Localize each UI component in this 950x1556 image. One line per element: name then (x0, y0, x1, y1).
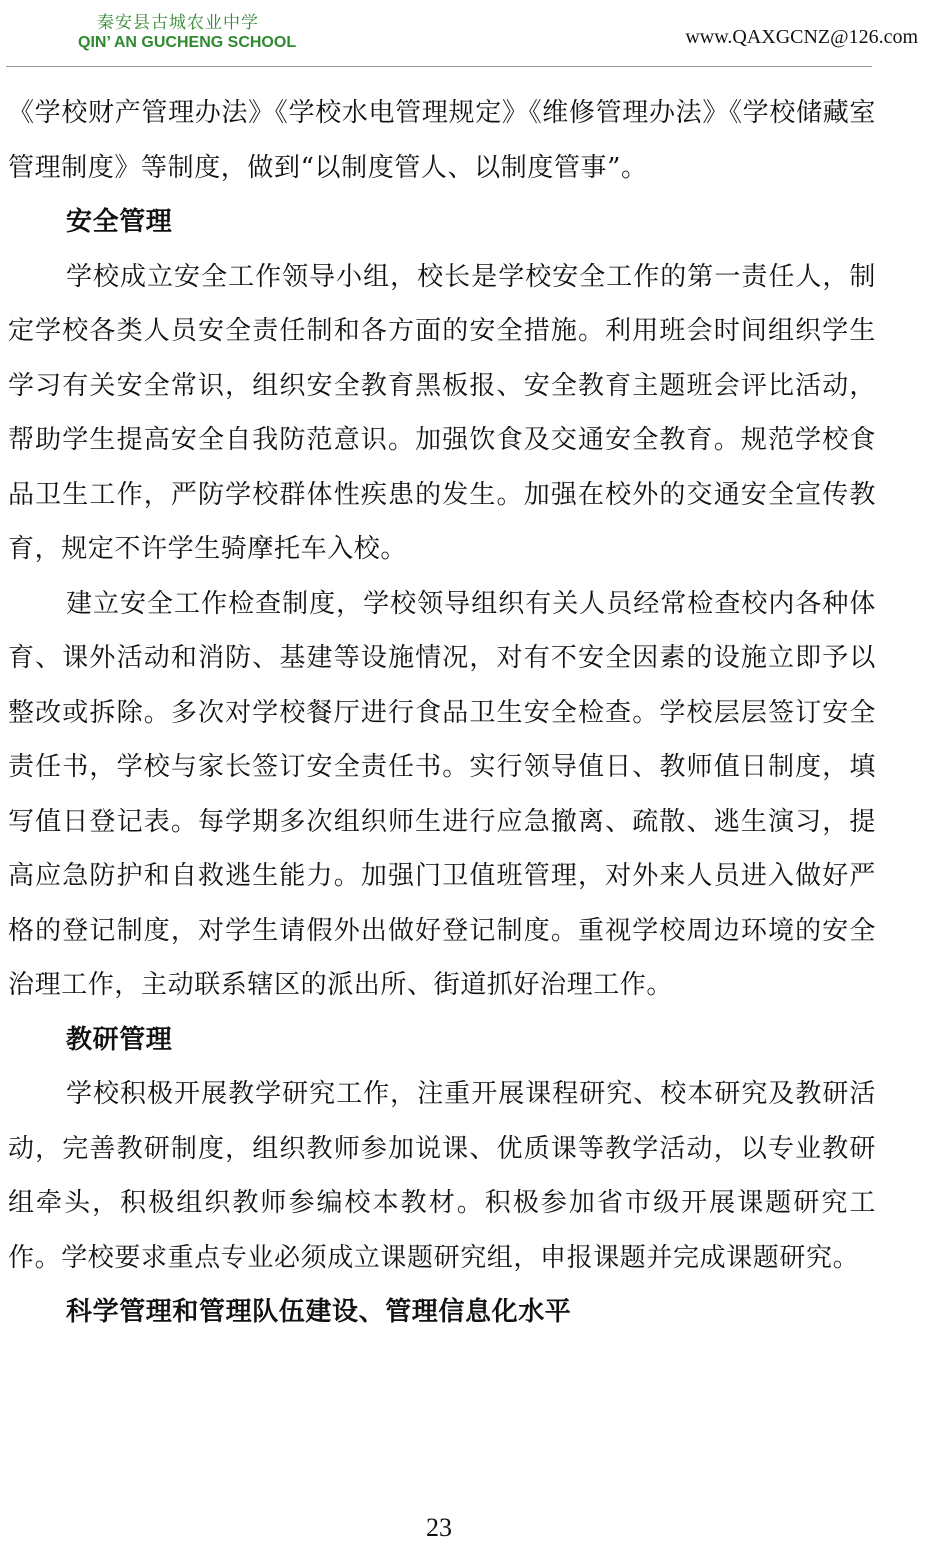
school-name-english: QIN’ AN GUCHENG SCHOOL (78, 34, 297, 51)
document-body (8, 86, 876, 1340)
school-name-chinese: 秦安县古城农业中学 (97, 13, 259, 33)
section-heading-management: 科学管理和管理队伍建设、管理信息化水平 (66, 1297, 572, 1327)
header-divider (6, 66, 872, 67)
section-heading-safety: 安全管理 (66, 207, 173, 237)
safety-paragraph-2: 建立安全工作检查制度，学校领导组织有关人员经常检查校内各种体育、课外活动和消防、基建等设施情况，对有不安全因素的设施立即予以整改或拆除。多次对学校餐厅进行食品卫生安全检查。学校层层签订安全责任书，学校与家长签订安全责任书。实行领导值日、教师值日制度，填写值日登记表。每学期多次组织师生进行应急撤离、疏散、逃生演习，提高应急防护和自救逃生能力。加强门卫值班管理，对外来人员进入做好严格的登记制度，对学生请假外出做好登记制度。重视学校周边环境的安全治理工作，主动联系辖区的派出所、街道抓好治理工作。 (8, 588, 876, 1000)
section-heading-research: 教研管理 (66, 1024, 173, 1055)
safety-paragraph-1: 学校成立安全工作领导小组，校长是学校安全工作的第一责任人，制定学校各类人员安全责任制和各方面的安全措施。利用班会时间组织学生学习有关安全常识，组织安全教育黑板报、安全教育主题班会评比活动，帮助学生提高安全自我防范意识。加强饮食及交通安全教育。规范学校食品卫生工作，严防学校群体性疾患的发生。加强在校外的交通安全宣传教育，规定不许学生骑摩托车入校。 (8, 261, 876, 564)
school-website: www.QAXGCNZ@126.com (685, 26, 918, 48)
page-number: 23 (426, 1513, 452, 1542)
page-header (0, 0, 950, 70)
intro-paragraph: 《学校财产管理办法》《学校水电管理规定》《维修管理办法》《学校储藏室管理制度》等制度，做到“以制度管人、以制度管事”。 (8, 98, 876, 183)
research-paragraph-1: 学校积极开展教学研究工作，注重开展课程研究、校本研究及教研活动，完善教研制度，组织教师参加说课、优质课等教学活动，以专业教研组牵头，积极组织教师参编校本教材。积极参加省市级开展课题研究工作。学校要求重点专业必须成立课题研究组，申报课题并完成课题研究。 (8, 1079, 876, 1273)
